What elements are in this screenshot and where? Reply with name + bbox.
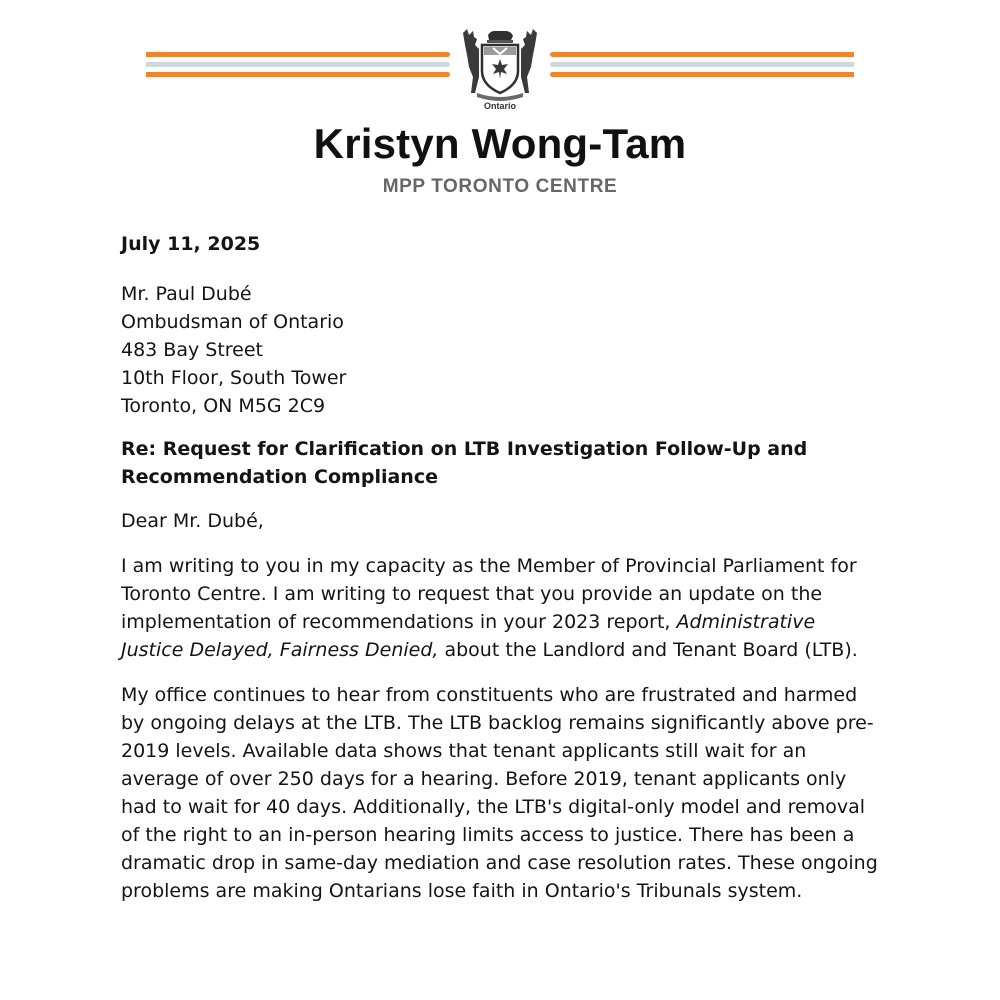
mpp-name: Kristyn Wong-Tam — [313, 120, 687, 167]
grey-stripe — [146, 62, 450, 67]
letter-body — [121, 230, 881, 905]
letter-date: July 11, 2025 — [121, 233, 261, 255]
paragraph-2: My office continues to hear from constituents who are frustrated and harmed by ongoing delays at the LTB. The LTB backlog remains significantly above pre-2019 levels. Available data shows that tenant applicants still wait for an average of over 250 days for a hearing. Before 2019, tenant applicants only had to wait for 40 days. Additionally, the LTB's digital-only model and removal of the right to an in-person hearing limits access to justice. There has been a dramatic drop in same-day mediation and case resolution rates. These ongoing problems are making Ontarians lose faith in Ontario's Tribunals system. — [121, 684, 878, 902]
header-bars-left — [146, 52, 450, 78]
orange-stripe — [146, 52, 450, 57]
letter-subject: Re: Request for Clarification on LTB Investigation Follow-Up and Recommendation Compliance — [121, 438, 808, 488]
report-title: Administrative Justice Delayed, Fairness Denied, — [121, 611, 816, 661]
salutation: Dear Mr. Dubé, — [121, 510, 264, 532]
address-line: 483 Bay Street — [121, 339, 263, 361]
grey-stripe — [550, 62, 854, 67]
header-bars-right — [550, 52, 854, 78]
crest-label: Ontario — [483, 101, 516, 111]
address-line: Toronto, ON M5G 2C9 — [121, 395, 326, 417]
ontario-coat-of-arms-icon — [455, 27, 545, 115]
mpp-riding: MPP TORONTO CENTRE — [382, 176, 618, 197]
recipient-address — [121, 280, 881, 420]
orange-stripe — [550, 52, 854, 57]
orange-stripe — [550, 72, 854, 77]
paragraph-1-text: I am writing to you in my capacity as the Member of Provincial Parliament for Toronto Centre. I am writing to request that you provide an update on the implementation of recommendations in your 2023 report, — [121, 555, 857, 633]
paragraph-1-text-end: about the Landlord and Tenant Board (LTB). — [438, 639, 858, 661]
address-line: Mr. Paul Dubé — [121, 283, 252, 305]
address-line: 10th Floor, South Tower — [121, 367, 347, 389]
paragraph-1 — [121, 552, 881, 664]
orange-stripe — [146, 72, 450, 77]
address-line: Ombudsman of Ontario — [121, 311, 344, 333]
